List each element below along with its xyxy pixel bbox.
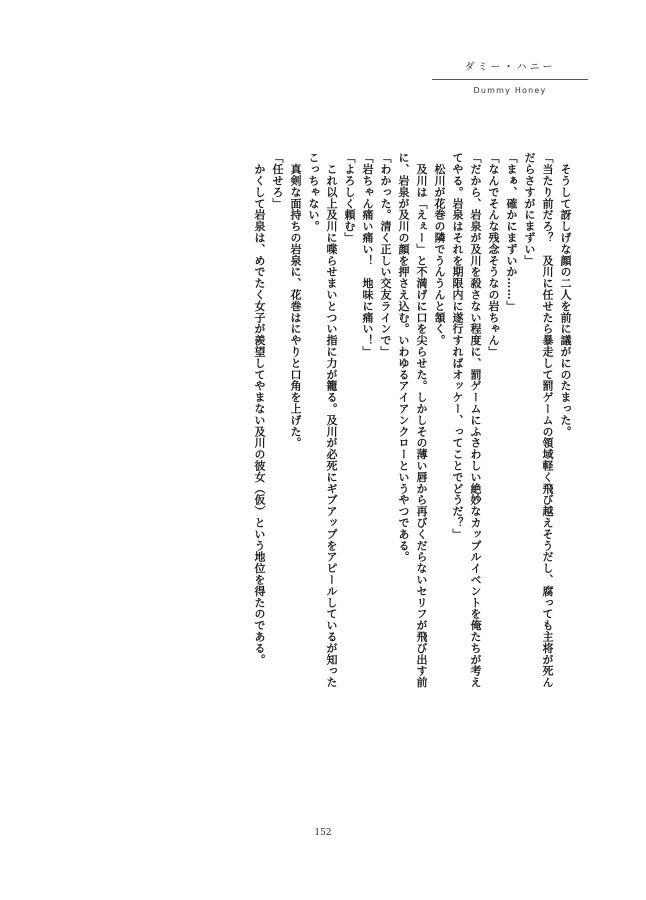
paragraph: 「当たり前だろ？ 及川に任せたら暴走して罰ゲームの領域軽く飛び越えそうだし、腐っても主将が死んだらさすがにまずい」 — [523, 152, 554, 688]
paragraph: 「だから、岩泉が及川を殺さない程度に、罰ゲームにふさわしい絶妙なカップルイベントを俺たちが考えてやる。岩泉はそれを期限内に遂行すればオッケー、ってことでどうだ？」 — [451, 152, 482, 688]
paragraph: かくして岩泉は、めでたく女子が羨望してやまない及川の彼女（仮）という地位を得たのである。 — [253, 152, 266, 665]
paragraph: 及川は「えぇー」と不満げに口を尖らせた。しかしその薄い唇から再びくだらないセリフが飛び出す前に、岩泉が及川の顔を押さえ込む。いわゆるアイアンクローというやつである。 — [397, 152, 428, 688]
vertical-body-text — [134, 152, 574, 692]
paragraph: 「よろしく頼む」 — [343, 152, 356, 244]
header-rule — [432, 79, 588, 80]
paragraph: 「岩ちゃん痛い痛い！ 地味に痛い！」 — [361, 152, 374, 358]
paragraph: そうして訝しげな顔の二人を前に議がにのたまった。 — [559, 152, 572, 437]
paragraph: これ以上及川に喋らせまいとつい指に力が籠る。及川が必死にギブアップをアピールしているが知ったこっちゃない。 — [307, 152, 338, 688]
paragraph: 真剣な面持ちの岩泉に、花巻はにやりと口角を上げた。 — [289, 152, 302, 449]
paragraph: 「わかった。清く正しい交友ラインで」 — [379, 152, 392, 358]
paragraph: 「なんでそんな残念そうなの岩ちゃん」 — [487, 152, 500, 358]
header-subtitle: Dummy Honey — [473, 86, 547, 95]
header-title: ダミー・ハニー — [464, 62, 556, 73]
paragraph: 「任せろ」 — [271, 152, 284, 209]
paragraph: 松川が花巻の隣でうんうんと頷く。 — [433, 152, 446, 346]
running-header — [432, 58, 588, 95]
paragraph: 「まぁ、確かにまずいか……」 — [505, 152, 518, 312]
page-number: 152 — [314, 828, 332, 838]
